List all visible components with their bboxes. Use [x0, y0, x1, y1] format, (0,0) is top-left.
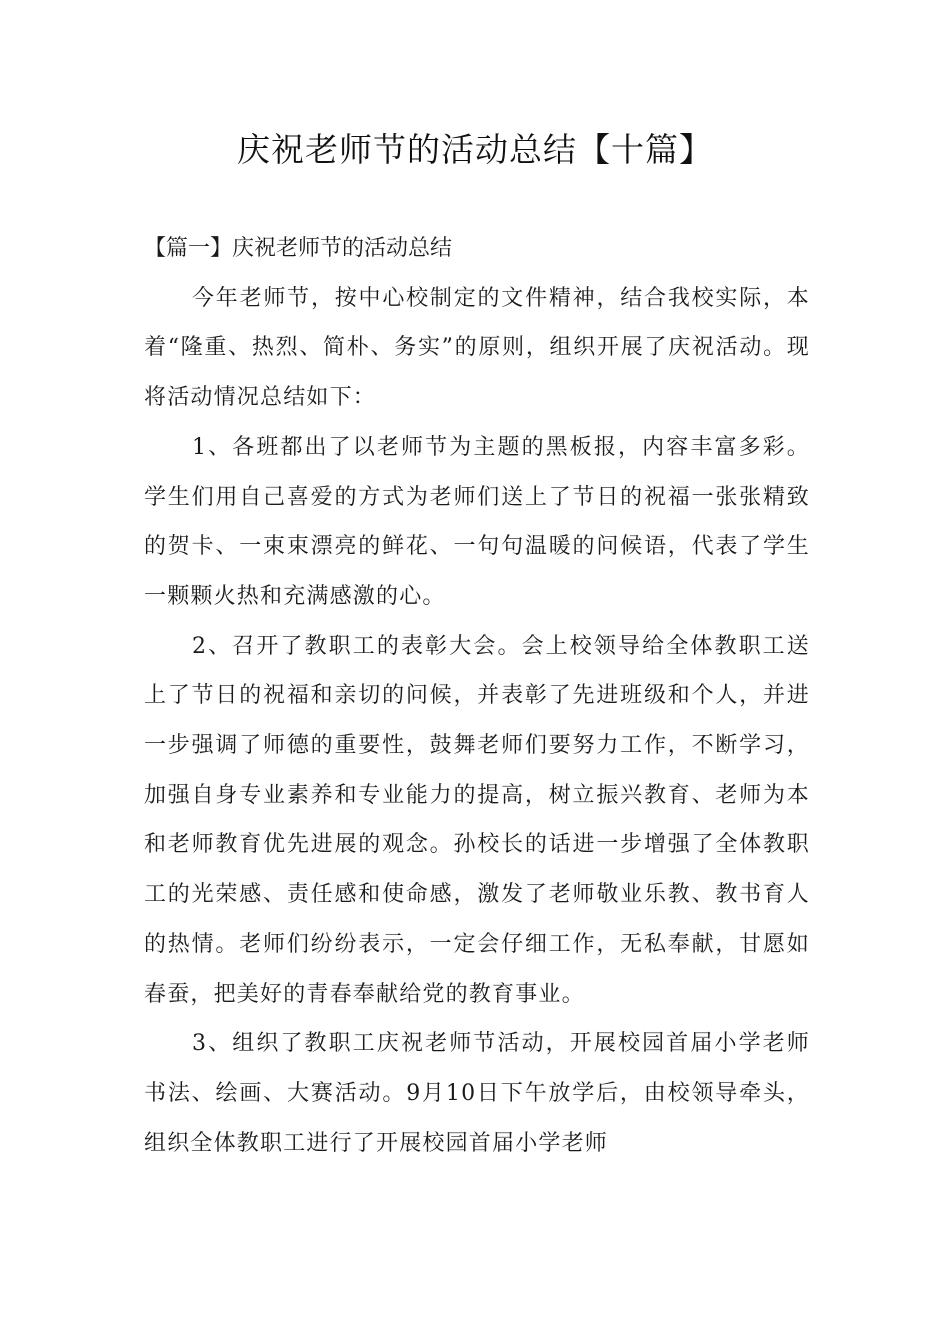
- paragraph-item-3: 3、组织了教职工庆祝老师节活动，开展校园首届小学老师书法、绘画、大赛活动。9月10日下午放学后，由校领导牵头，组织全体教职工进行了开展校园首届小学老师: [144, 1031, 810, 1156]
- document-title: 庆祝老师节的活动总结【十篇】: [237, 130, 713, 169]
- document-body: [144, 224, 810, 1168]
- paragraph-intro: 今年老师节，按中心校制定的文件精神，结合我校实际，本着“隆重、热烈、简朴、务实”的原则，组织开展了庆祝活动。现将活动情况总结如下：: [144, 285, 810, 411]
- paragraph-item-1: 1、各班都出了以老师节为主题的黑板报，内容丰富多彩。学生们用自己喜爱的方式为老师们送上了节日的祝福一张张精致的贺卡、一束束漂亮的鲜花、一句句温暖的问候语，代表了学生一颗颗火热和充满感激的心。: [144, 434, 810, 609]
- section-heading: 【篇一】庆祝老师节的活动总结: [144, 236, 453, 261]
- paragraph-item-2: 2、召开了教职工的表彰大会。会上校领导给全体教职工送上了节日的祝福和亲切的问候，并表彰了先进班级和个人，并进一步强调了师德的重要性，鼓舞老师们要努力工作，不断学习，加强自身专业素养和专业能力的提高，树立振兴教育、老师为本和老师教育优先进展的观念。孙校长的话进一步增强了全体教职工的光荣感、责任感和使命感，激发了老师敬业乐教、教书育人的热情。老师们纷纷表示，一定会仔细工作，无私奉献，甘愿如春蚕，把美好的青春奉献给党的教育事业。: [144, 633, 810, 1007]
